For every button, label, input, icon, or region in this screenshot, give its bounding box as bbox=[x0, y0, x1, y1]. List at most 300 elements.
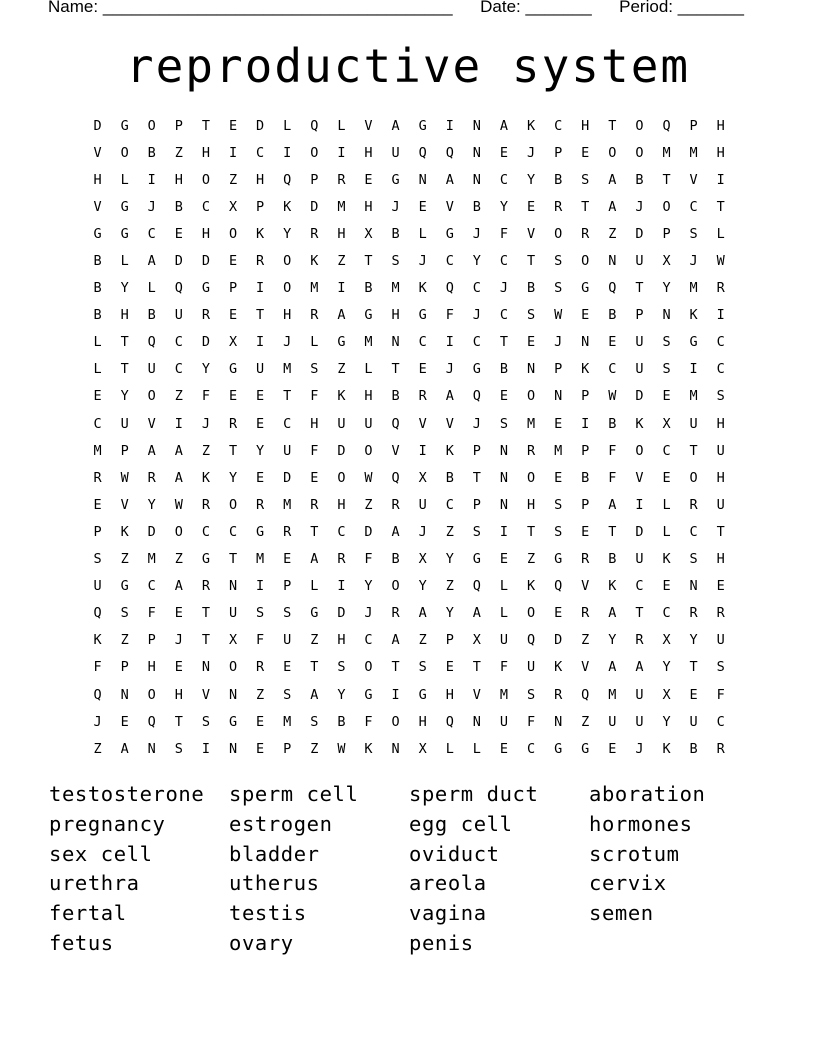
grid-letter: U bbox=[120, 415, 129, 432]
grid-letter: D bbox=[337, 605, 346, 622]
grid-letter: A bbox=[635, 659, 644, 676]
grid-letter: L bbox=[93, 334, 102, 351]
grid-letter: N bbox=[472, 117, 481, 134]
grid-letter: J bbox=[391, 198, 400, 215]
grid-letter: T bbox=[120, 334, 129, 351]
grid-letter: U bbox=[364, 415, 373, 432]
grid-letter: A bbox=[147, 253, 156, 270]
grid-letter: Y bbox=[526, 171, 536, 188]
grid-letter: S bbox=[256, 605, 265, 622]
grid-letter: S bbox=[581, 171, 590, 188]
grid-letter: U bbox=[283, 442, 292, 459]
grid-letter: D bbox=[635, 523, 644, 540]
grid-letter: R bbox=[201, 496, 210, 513]
grid-letter: T bbox=[472, 469, 481, 486]
grid-letter: Z bbox=[608, 225, 617, 242]
grid-letter: R bbox=[147, 469, 156, 486]
word-list-item: sex cell bbox=[49, 841, 153, 866]
grid-letter: E bbox=[716, 578, 725, 595]
word-list-item: hormones bbox=[589, 811, 693, 836]
grid-letter: Y bbox=[608, 632, 617, 649]
grid-letter: R bbox=[554, 686, 563, 703]
grid-letter: Y bbox=[337, 686, 346, 703]
grid-letter: E bbox=[554, 469, 563, 486]
grid-letter: G bbox=[201, 551, 210, 568]
grid-letter: Y bbox=[201, 361, 210, 378]
grid-letter: O bbox=[174, 523, 183, 540]
grid-letter: Y bbox=[662, 713, 671, 730]
grid-letter: C bbox=[256, 144, 265, 161]
grid-letter: N bbox=[608, 253, 617, 270]
grid-letter: U bbox=[174, 307, 183, 324]
grid-letter: R bbox=[716, 280, 725, 297]
word-list-item: testis bbox=[229, 901, 307, 926]
grid-letter: G bbox=[581, 740, 590, 757]
grid-letter: W bbox=[337, 740, 346, 757]
grid-letter: S bbox=[716, 659, 725, 676]
grid-letter: H bbox=[716, 117, 725, 134]
word-list-item: penis bbox=[409, 930, 474, 955]
grid-letter: R bbox=[689, 496, 698, 513]
grid-letter: U bbox=[391, 144, 400, 161]
grid-letter: U bbox=[635, 253, 644, 270]
grid-letter: L bbox=[662, 496, 671, 513]
grid-letter: U bbox=[716, 632, 725, 649]
grid-letter: L bbox=[418, 225, 427, 242]
word-list-item: aboration bbox=[589, 782, 706, 806]
grid-letter: X bbox=[472, 632, 481, 649]
grid-letter: G bbox=[120, 225, 129, 242]
grid-letter: O bbox=[228, 659, 238, 676]
grid-letter: M bbox=[554, 442, 563, 459]
grid-letter: C bbox=[662, 605, 671, 622]
grid-letter: T bbox=[310, 659, 319, 676]
grid-letter: C bbox=[635, 578, 644, 595]
grid-letter: I bbox=[445, 117, 454, 134]
grid-letter: O bbox=[526, 605, 536, 622]
grid-letter: E bbox=[526, 334, 536, 351]
grid-letter: N bbox=[120, 686, 129, 703]
grid-letter: Y bbox=[472, 253, 481, 270]
grid-letter: R bbox=[716, 740, 725, 757]
grid-letter: K bbox=[418, 280, 427, 297]
grid-letter: C bbox=[472, 280, 481, 297]
grid-letter: B bbox=[391, 225, 400, 242]
grid-letter: P bbox=[283, 740, 292, 757]
grid-letter: Z bbox=[337, 361, 346, 378]
word-list-item: utherus bbox=[229, 871, 320, 896]
grid-letter: S bbox=[554, 523, 563, 540]
grid-letter: B bbox=[93, 253, 102, 270]
grid-letter: T bbox=[174, 713, 183, 730]
grid-letter: V bbox=[391, 442, 400, 459]
grid-letter: K bbox=[283, 198, 292, 215]
grid-letter: Z bbox=[201, 442, 210, 459]
grid-letter: F bbox=[526, 713, 536, 730]
grid-letter: U bbox=[228, 605, 238, 622]
grid-letter: B bbox=[93, 307, 102, 324]
grid-letter: N bbox=[499, 442, 509, 459]
grid-letter: A bbox=[499, 117, 509, 134]
grid-letter: J bbox=[499, 280, 509, 297]
grid-letter: Z bbox=[174, 551, 183, 568]
grid-letter: F bbox=[608, 442, 617, 459]
grid-letter: I bbox=[228, 144, 238, 161]
word-list-item: pregnancy bbox=[49, 811, 166, 836]
grid-letter: C bbox=[337, 523, 346, 540]
grid-letter: M bbox=[256, 551, 265, 568]
grid-letter: R bbox=[391, 605, 400, 622]
grid-letter: R bbox=[581, 605, 590, 622]
grid-letter: H bbox=[337, 632, 346, 649]
grid-letter: Q bbox=[310, 117, 319, 134]
grid-letter: K bbox=[662, 740, 671, 757]
word-list-item: areola bbox=[409, 871, 487, 896]
grid-letter: Z bbox=[174, 388, 183, 405]
grid-letter: X bbox=[662, 253, 671, 270]
grid-letter: N bbox=[499, 469, 509, 486]
grid-letter: B bbox=[93, 280, 102, 297]
date-blank: _______ bbox=[525, 0, 592, 16]
grid-letter: B bbox=[147, 307, 156, 324]
word-list-item: semen bbox=[589, 901, 654, 926]
grid-letter: S bbox=[283, 605, 292, 622]
grid-letter: A bbox=[445, 388, 454, 405]
grid-letter: R bbox=[337, 171, 346, 188]
grid-letter: C bbox=[526, 740, 536, 757]
grid-letter: A bbox=[174, 442, 183, 459]
grid-letter: C bbox=[662, 442, 671, 459]
grid-letter: U bbox=[635, 686, 644, 703]
grid-letter: A bbox=[391, 632, 400, 649]
grid-letter: H bbox=[174, 171, 183, 188]
grid-letter: T bbox=[716, 198, 725, 215]
grid-letter: C bbox=[174, 361, 183, 378]
grid-letter: V bbox=[418, 415, 427, 432]
grid-letter: O bbox=[689, 469, 698, 486]
grid-letter: I bbox=[391, 686, 400, 703]
grid-letter: M bbox=[283, 361, 292, 378]
grid-letter: C bbox=[93, 415, 102, 432]
grid-letter: S bbox=[93, 551, 102, 568]
grid-letter: E bbox=[228, 388, 238, 405]
grid-letter: C bbox=[147, 225, 156, 242]
grid-letter: R bbox=[337, 551, 346, 568]
grid-letter: L bbox=[147, 280, 156, 297]
grid-letter: R bbox=[581, 225, 590, 242]
word-list-item: sperm cell bbox=[229, 782, 359, 806]
grid-letter: N bbox=[662, 307, 671, 324]
grid-letter: Q bbox=[147, 713, 156, 730]
grid-letter: R bbox=[201, 307, 210, 324]
grid-letter: J bbox=[635, 198, 644, 215]
grid-letter: C bbox=[418, 334, 427, 351]
grid-letter: B bbox=[445, 469, 454, 486]
grid-letter: R bbox=[283, 523, 292, 540]
grid-letter: G bbox=[120, 578, 129, 595]
grid-letter: U bbox=[635, 551, 644, 568]
grid-letter: V bbox=[526, 225, 536, 242]
grid-letter: H bbox=[526, 496, 536, 513]
grid-letter: S bbox=[716, 388, 725, 405]
grid-letter: U bbox=[689, 415, 698, 432]
grid-letter: C bbox=[147, 578, 156, 595]
grid-letter: T bbox=[608, 117, 617, 134]
grid-letter: K bbox=[526, 578, 536, 595]
word-list bbox=[49, 780, 769, 959]
grid-letter: E bbox=[662, 388, 671, 405]
grid-letter: N bbox=[391, 334, 400, 351]
grid-letter: R bbox=[310, 307, 319, 324]
grid-letter: H bbox=[716, 551, 725, 568]
grid-letter: M bbox=[689, 388, 698, 405]
grid-letter: K bbox=[526, 117, 536, 134]
grid-letter: C bbox=[364, 632, 373, 649]
grid-letter: W bbox=[716, 253, 725, 270]
grid-letter: P bbox=[554, 144, 563, 161]
grid-letter: S bbox=[526, 307, 536, 324]
grid-letter: P bbox=[283, 578, 292, 595]
grid-letter: J bbox=[689, 253, 698, 270]
grid-letter: E bbox=[174, 225, 183, 242]
grid-letter: O bbox=[337, 469, 346, 486]
grid-letter: L bbox=[499, 578, 509, 595]
grid-letter: L bbox=[120, 253, 129, 270]
grid-letter: U bbox=[147, 361, 156, 378]
grid-letter: H bbox=[581, 117, 590, 134]
grid-letter: H bbox=[174, 686, 183, 703]
grid-letter: D bbox=[93, 117, 102, 134]
grid-letter: S bbox=[310, 361, 319, 378]
grid-letter: W bbox=[174, 496, 183, 513]
grid-letter: Y bbox=[445, 551, 454, 568]
period-label: Period: bbox=[619, 0, 674, 16]
grid-letter: M bbox=[689, 144, 698, 161]
grid-letter: V bbox=[120, 496, 129, 513]
grid-letter: U bbox=[716, 442, 725, 459]
grid-letter: O bbox=[147, 117, 156, 134]
grid-letter: R bbox=[310, 225, 319, 242]
grid-letter: C bbox=[472, 334, 481, 351]
grid-letter: G bbox=[201, 280, 210, 297]
grid-letter: D bbox=[201, 253, 210, 270]
grid-letter: H bbox=[364, 198, 373, 215]
grid-letter: R bbox=[256, 496, 265, 513]
grid-letter: N bbox=[201, 659, 210, 676]
grid-letter: A bbox=[608, 171, 617, 188]
grid-letter: Q bbox=[174, 280, 183, 297]
grid-letter: Z bbox=[581, 713, 590, 730]
grid-letter: E bbox=[174, 605, 183, 622]
grid-letter: B bbox=[554, 171, 563, 188]
grid-letter: Y bbox=[120, 280, 129, 297]
grid-letter: Q bbox=[147, 334, 156, 351]
grid-letter: E bbox=[608, 740, 617, 757]
grid-letter: R bbox=[581, 551, 590, 568]
grid-letter: A bbox=[608, 605, 617, 622]
grid-letter: N bbox=[228, 686, 238, 703]
grid-letter: O bbox=[283, 253, 292, 270]
grid-letter: B bbox=[635, 171, 644, 188]
grid-letter: Y bbox=[499, 198, 509, 215]
word-list-item: egg cell bbox=[409, 811, 513, 836]
grid-letter: W bbox=[608, 388, 617, 405]
grid-letter: C bbox=[445, 496, 454, 513]
grid-letter: K bbox=[581, 361, 590, 378]
grid-letter: B bbox=[391, 551, 400, 568]
grid-letter: Q bbox=[391, 415, 400, 432]
grid-letter: E bbox=[310, 469, 319, 486]
grid-letter: C bbox=[689, 523, 698, 540]
grid-letter: Q bbox=[526, 632, 536, 649]
grid-letter: P bbox=[445, 632, 454, 649]
grid-letter: M bbox=[337, 198, 346, 215]
grid-letter: U bbox=[716, 496, 725, 513]
grid-letter: K bbox=[608, 578, 617, 595]
grid-letter: F bbox=[310, 388, 319, 405]
grid-letter: U bbox=[689, 713, 698, 730]
grid-letter: M bbox=[391, 280, 400, 297]
grid-letter: J bbox=[283, 334, 292, 351]
grid-letter: J bbox=[418, 253, 427, 270]
grid-letter: M bbox=[93, 442, 102, 459]
grid-letter: T bbox=[391, 361, 400, 378]
grid-letter: P bbox=[554, 361, 563, 378]
grid-letter: J bbox=[147, 198, 156, 215]
grid-letter: J bbox=[364, 605, 373, 622]
grid-letter: T bbox=[364, 253, 373, 270]
grid-letter: D bbox=[147, 523, 156, 540]
grid-letter: Z bbox=[364, 496, 373, 513]
grid-letter: R bbox=[526, 442, 536, 459]
grid-letter: F bbox=[716, 686, 725, 703]
grid-letter: A bbox=[147, 442, 156, 459]
grid-letter: H bbox=[364, 144, 373, 161]
grid-letter: H bbox=[716, 415, 725, 432]
grid-letter: G bbox=[418, 117, 427, 134]
grid-letter: L bbox=[662, 523, 671, 540]
grid-letter: I bbox=[256, 334, 265, 351]
grid-letter: T bbox=[310, 523, 319, 540]
grid-letter: T bbox=[608, 523, 617, 540]
word-list-item: vagina bbox=[409, 901, 487, 926]
grid-letter: T bbox=[635, 605, 644, 622]
grid-letter: O bbox=[364, 659, 373, 676]
grid-letter: Q bbox=[283, 171, 292, 188]
grid-letter: C bbox=[499, 253, 509, 270]
grid-letter: G bbox=[120, 117, 129, 134]
grid-letter: G bbox=[554, 551, 563, 568]
page-title: reproductive system bbox=[125, 39, 691, 93]
grid-letter: I bbox=[283, 144, 292, 161]
grid-letter: X bbox=[228, 334, 238, 351]
grid-letter: O bbox=[283, 280, 292, 297]
grid-letter: I bbox=[418, 442, 427, 459]
grid-letter: S bbox=[689, 225, 698, 242]
grid-letter: Q bbox=[418, 144, 427, 161]
grid-letter: K bbox=[120, 523, 129, 540]
grid-letter: A bbox=[310, 551, 319, 568]
grid-letter: N bbox=[554, 388, 563, 405]
grid-letter: E bbox=[93, 388, 102, 405]
grid-letter: E bbox=[256, 713, 265, 730]
grid-letter: N bbox=[391, 740, 400, 757]
word-list-item: scrotum bbox=[589, 841, 680, 866]
grid-letter: C bbox=[201, 198, 210, 215]
grid-letter: L bbox=[499, 605, 509, 622]
grid-letter: G bbox=[472, 361, 481, 378]
grid-letter: M bbox=[689, 280, 698, 297]
grid-letter: K bbox=[93, 632, 102, 649]
grid-letter: G bbox=[93, 225, 102, 242]
grid-letter: U bbox=[499, 713, 509, 730]
grid-letter: F bbox=[445, 307, 454, 324]
grid-letter: A bbox=[418, 605, 427, 622]
grid-letter: Q bbox=[608, 280, 617, 297]
word-list-item: bladder bbox=[229, 841, 320, 866]
grid-letter: Z bbox=[228, 171, 238, 188]
grid-letter: V bbox=[581, 659, 590, 676]
grid-letter: Q bbox=[93, 605, 102, 622]
grid-letter: E bbox=[445, 659, 454, 676]
grid-letter: S bbox=[662, 334, 671, 351]
grid-letter: P bbox=[93, 523, 102, 540]
grid-letter: F bbox=[364, 551, 373, 568]
grid-letter: E bbox=[418, 198, 427, 215]
grid-letter: T bbox=[526, 523, 536, 540]
grid-letter: V bbox=[147, 415, 156, 432]
grid-letter: Z bbox=[418, 632, 427, 649]
grid-letter: Q bbox=[472, 578, 481, 595]
grid-letter: E bbox=[499, 740, 509, 757]
grid-letter: V bbox=[445, 198, 454, 215]
grid-letter: U bbox=[635, 361, 644, 378]
grid-letter: S bbox=[554, 496, 563, 513]
grid-letter: S bbox=[337, 659, 346, 676]
grid-letter: S bbox=[120, 605, 129, 622]
grid-letter: H bbox=[120, 307, 129, 324]
grid-letter: U bbox=[93, 578, 102, 595]
grid-letter: G bbox=[120, 198, 129, 215]
grid-letter: A bbox=[120, 740, 129, 757]
word-list-item: ovary bbox=[229, 930, 294, 955]
grid-letter: J bbox=[554, 334, 563, 351]
grid-letter: Y bbox=[120, 388, 129, 405]
grid-letter: H bbox=[256, 171, 265, 188]
grid-letter: Z bbox=[256, 686, 265, 703]
grid-letter: D bbox=[256, 117, 265, 134]
grid-letter: D bbox=[554, 632, 563, 649]
grid-letter: S bbox=[526, 686, 536, 703]
grid-letter: X bbox=[662, 632, 671, 649]
grid-letter: H bbox=[201, 144, 210, 161]
grid-letter: B bbox=[581, 469, 590, 486]
grid-letter: X bbox=[228, 632, 238, 649]
grid-letter: J bbox=[445, 361, 454, 378]
grid-letter: N bbox=[526, 361, 536, 378]
grid-letter: R bbox=[228, 415, 238, 432]
word-search-grid bbox=[84, 112, 734, 762]
grid-letter: I bbox=[445, 334, 454, 351]
grid-letter: A bbox=[472, 605, 481, 622]
grid-letter: W bbox=[120, 469, 129, 486]
grid-letter: J bbox=[526, 144, 536, 161]
grid-letter: Q bbox=[445, 713, 454, 730]
grid-letter: B bbox=[689, 740, 698, 757]
grid-letter: A bbox=[608, 659, 617, 676]
grid-letter: O bbox=[228, 496, 238, 513]
grid-letter: E bbox=[608, 334, 617, 351]
